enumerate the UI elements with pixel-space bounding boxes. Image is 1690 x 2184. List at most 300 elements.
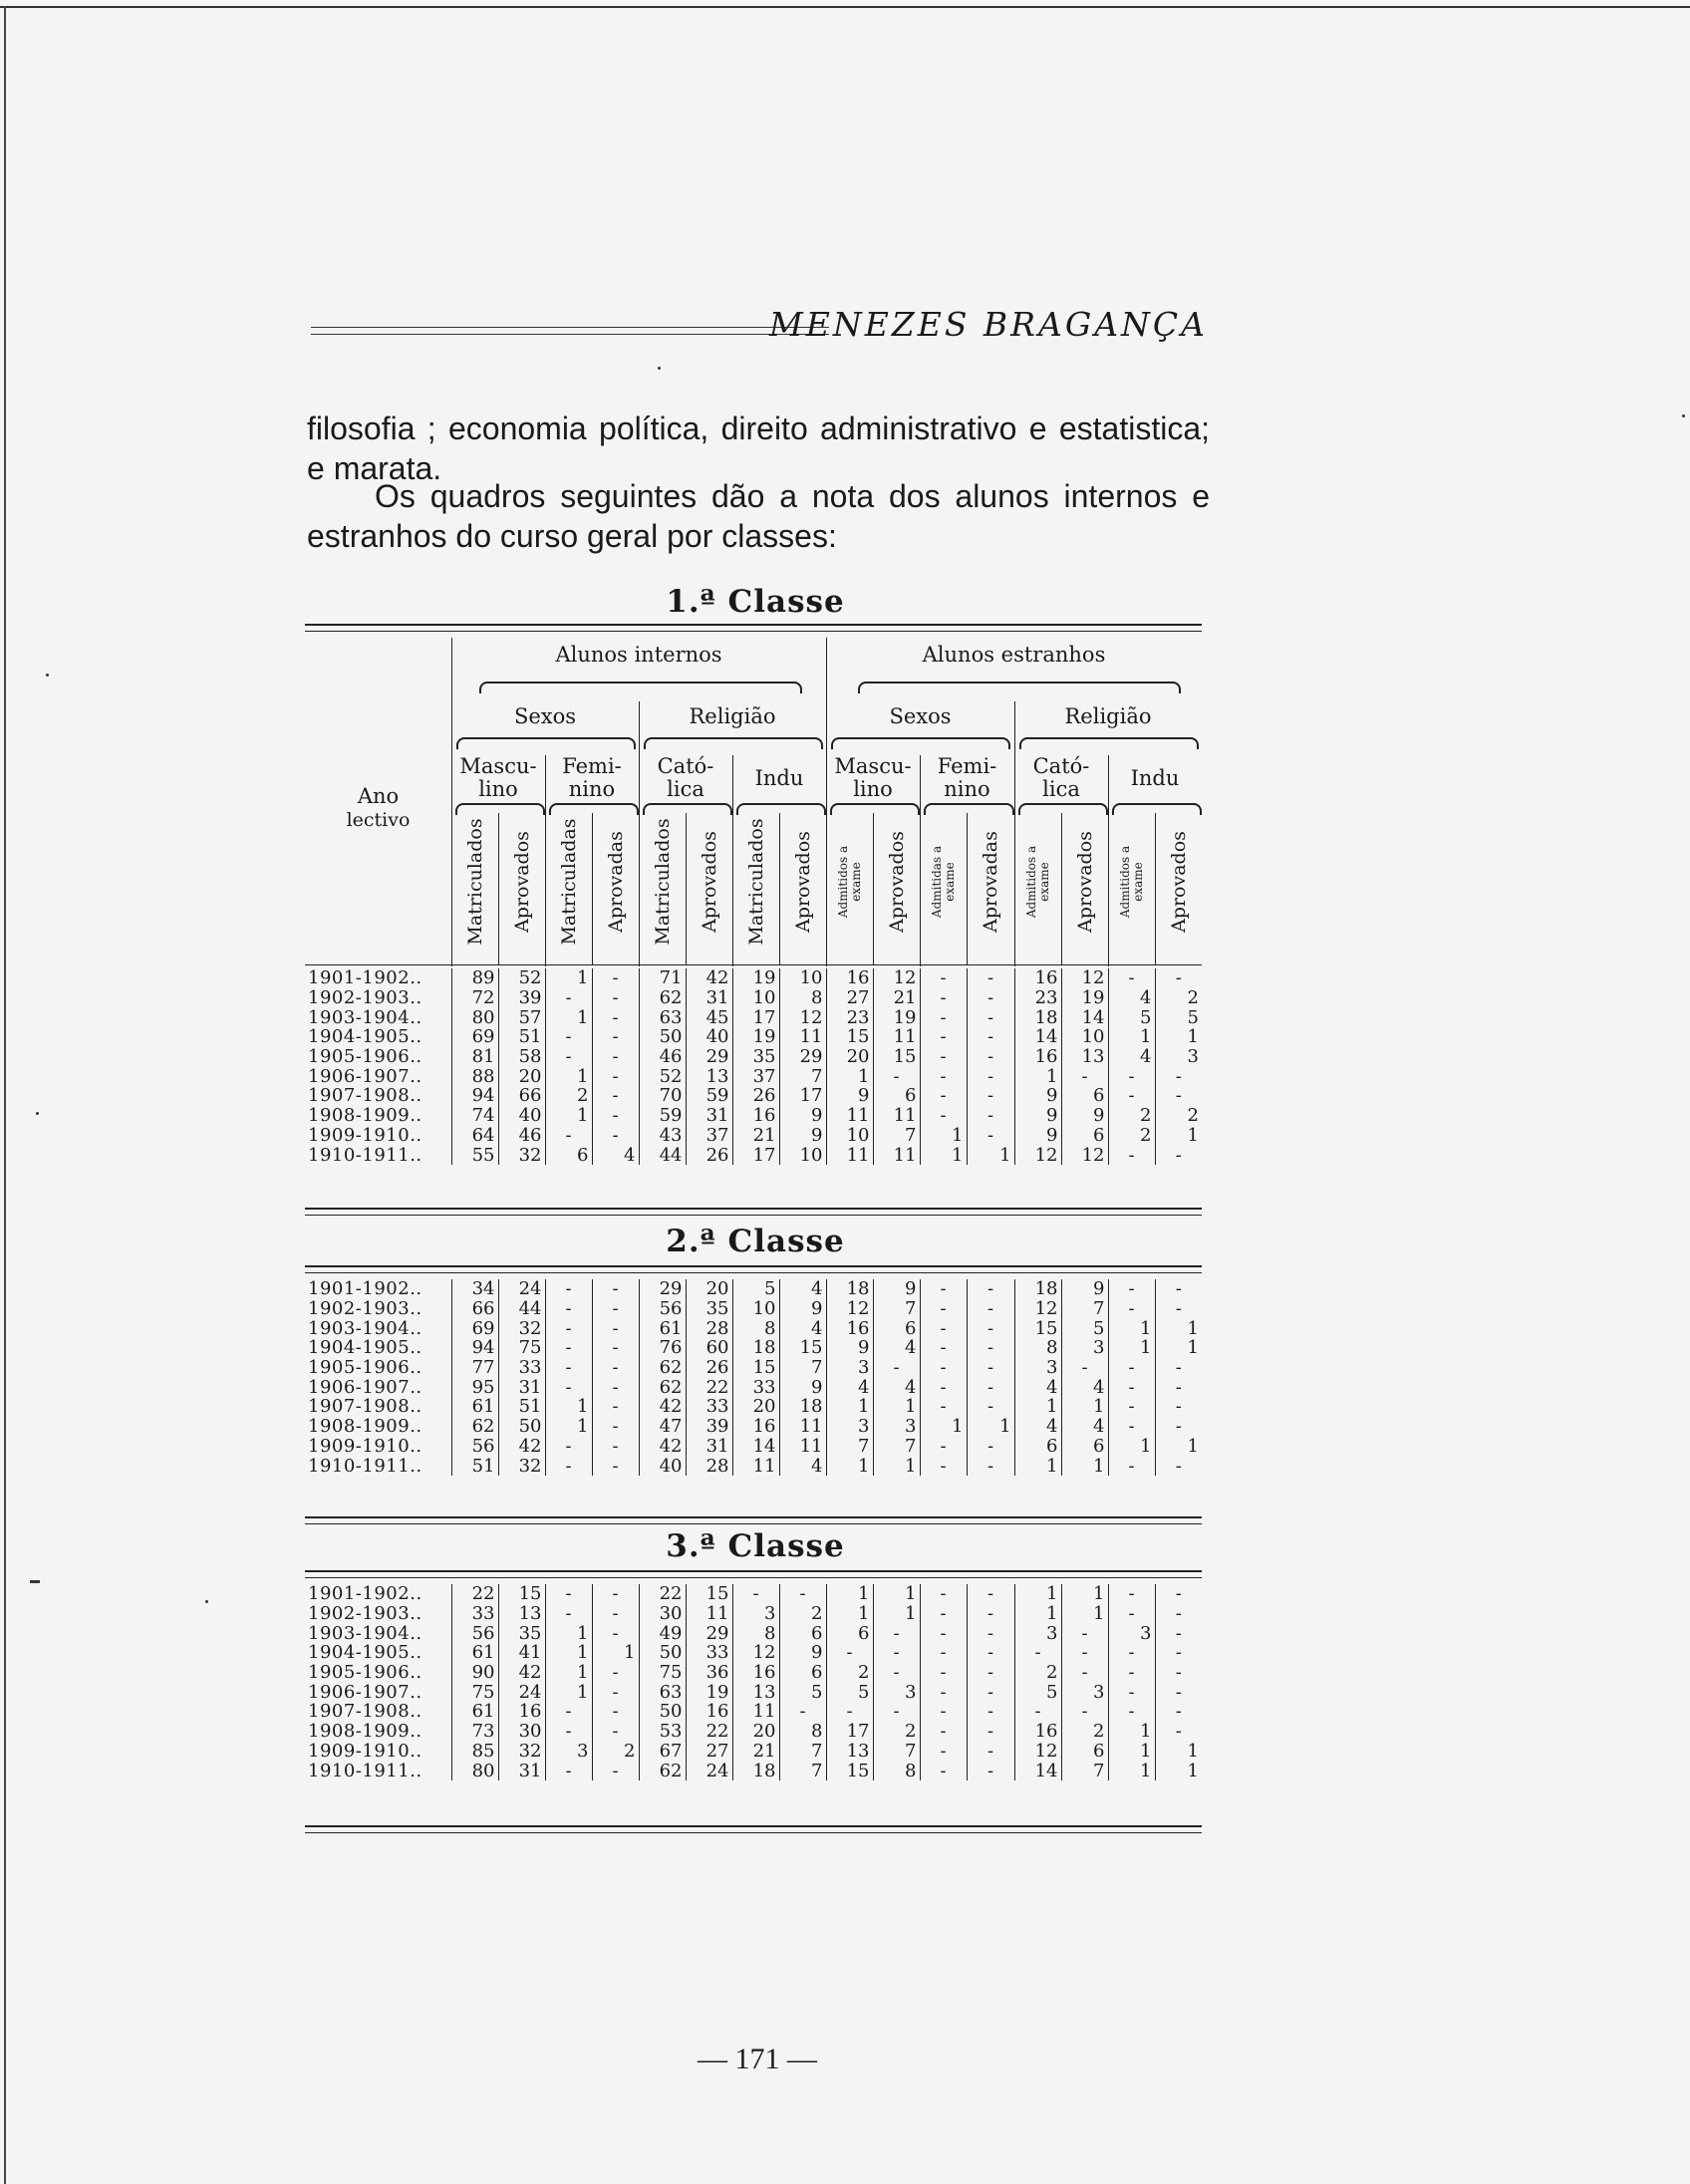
- page-edge-top: [0, 6, 1690, 8]
- value-cell: -: [592, 968, 639, 988]
- value-cell: -: [779, 1584, 826, 1604]
- value-cell: 42: [639, 1437, 686, 1457]
- value-cell: 33: [498, 1358, 545, 1378]
- column-label: [920, 807, 967, 956]
- value-cell: -: [920, 1318, 967, 1338]
- lectivo-label: lectivo: [346, 809, 411, 831]
- value-cell: 39: [498, 988, 545, 1008]
- value-cell: 1: [1187, 1435, 1199, 1457]
- table-classe-2: [305, 1279, 1202, 1476]
- column-label: [592, 807, 639, 956]
- year-cell: 1909-1910..: [305, 1437, 451, 1457]
- value-cell: -: [1061, 1358, 1108, 1378]
- table-row: [305, 1397, 1202, 1417]
- value-cell: -: [1175, 1278, 1182, 1300]
- value-cell: 81: [451, 1047, 498, 1067]
- value-cell: 50: [639, 1702, 686, 1722]
- value-cell: 35: [686, 1299, 732, 1319]
- value-cell: -: [592, 1437, 639, 1457]
- value-cell: 51: [498, 1027, 545, 1047]
- year-cell: 1901-1902..: [305, 1279, 451, 1299]
- ano-label: Ano: [357, 784, 400, 808]
- value-cell: -: [920, 1702, 967, 1722]
- year-cell: 1903-1904..: [305, 1007, 451, 1027]
- value-cell: 76: [639, 1338, 686, 1358]
- value-cell: -: [920, 1086, 967, 1106]
- value-cell: 9: [1014, 1086, 1061, 1106]
- value-cell: 62: [639, 1761, 686, 1780]
- value-cell: 12: [1014, 1742, 1061, 1762]
- value-cell: -: [545, 1358, 592, 1378]
- value-cell: -: [592, 1456, 639, 1476]
- value-cell: 1: [545, 1682, 592, 1702]
- value-cell: 16: [826, 1318, 873, 1338]
- speck: [205, 1600, 208, 1603]
- value-cell: -: [920, 1066, 967, 1086]
- value-cell: 22: [686, 1377, 732, 1397]
- column-label-text: Matriculados: [744, 818, 767, 946]
- value-cell: 22: [639, 1584, 686, 1604]
- value-cell: -: [967, 1742, 1014, 1762]
- value-cell: 5: [779, 1682, 826, 1702]
- value-cell: 7: [873, 1742, 920, 1762]
- value-cell: -: [826, 1643, 873, 1663]
- value-cell: 40: [498, 1106, 545, 1126]
- value-cell: -: [1061, 1702, 1108, 1722]
- value-cell: 20: [686, 1279, 732, 1299]
- value-cell: 26: [686, 1358, 732, 1378]
- value-cell: 46: [498, 1126, 545, 1146]
- value-cell: 18: [779, 1397, 826, 1417]
- value-cell: -: [920, 1722, 967, 1742]
- value-cell: -: [592, 1377, 639, 1397]
- value-cell: -: [967, 1279, 1014, 1299]
- value-cell: 4: [779, 1279, 826, 1299]
- year-cell: 1903-1904..: [305, 1623, 451, 1643]
- table-row: [305, 1027, 1202, 1047]
- value-cell: 1: [873, 1584, 920, 1604]
- value-cell: 33: [686, 1397, 732, 1417]
- value-cell: 7: [873, 1437, 920, 1457]
- table-classe-1: [305, 968, 1202, 1165]
- year-cell: 1908-1909..: [305, 1106, 451, 1126]
- value-cell: 11: [779, 1027, 826, 1047]
- value-cell: 1: [1187, 1026, 1199, 1048]
- value-cell: 3: [1061, 1682, 1108, 1702]
- value-cell: 12: [1014, 1299, 1061, 1319]
- value-cell: -: [1175, 1298, 1182, 1320]
- table-bottom-rule: [305, 1825, 1202, 1833]
- value-cell: 32: [498, 1318, 545, 1338]
- table-row: [305, 1145, 1202, 1165]
- value-cell: 1: [1014, 1604, 1061, 1624]
- column-label: [639, 807, 686, 956]
- value-cell: 13: [686, 1066, 732, 1086]
- value-cell: 3: [873, 1417, 920, 1437]
- value-cell: 20: [732, 1722, 779, 1742]
- value-cell: -: [779, 1702, 826, 1722]
- value-cell: 15: [498, 1584, 545, 1604]
- internos-brace: [479, 682, 802, 693]
- value-cell: -: [967, 1722, 1014, 1742]
- masculino-estranhos-label: Mascu- lino: [834, 754, 912, 801]
- table-row: [305, 1047, 1202, 1067]
- value-cell: 4: [779, 1318, 826, 1338]
- value-cell: -: [967, 1007, 1014, 1027]
- value-cell: 94: [451, 1086, 498, 1106]
- value-cell: -: [920, 1007, 967, 1027]
- value-cell: -: [1108, 1702, 1155, 1722]
- value-cell: 56: [451, 1623, 498, 1643]
- value-cell: 4: [1061, 1377, 1108, 1397]
- value-cell: 61: [639, 1318, 686, 1338]
- value-cell: -: [1014, 1702, 1061, 1722]
- value-cell: -: [545, 1338, 592, 1358]
- value-cell: -: [1108, 1066, 1155, 1086]
- value-cell: 51: [451, 1456, 498, 1476]
- value-cell: 66: [498, 1086, 545, 1106]
- value-cell: 29: [686, 1047, 732, 1067]
- value-cell: 36: [686, 1663, 732, 1683]
- value-cell: 14: [1014, 1027, 1061, 1047]
- value-cell: 7: [779, 1066, 826, 1086]
- value-cell: 4: [873, 1338, 920, 1358]
- value-cell: -: [1175, 1622, 1182, 1644]
- table-row: [305, 1279, 1202, 1299]
- value-cell: 32: [498, 1742, 545, 1762]
- value-cell: 1: [1187, 1760, 1199, 1781]
- value-cell: 1: [1108, 1742, 1155, 1762]
- value-cell: -: [920, 1338, 967, 1358]
- year-cell: 1910-1911..: [305, 1145, 451, 1165]
- value-cell: -: [967, 1623, 1014, 1643]
- value-cell: 6: [1014, 1437, 1061, 1457]
- table-row: [305, 1126, 1202, 1146]
- table-row: [305, 1417, 1202, 1437]
- value-cell: 42: [639, 1397, 686, 1417]
- value-cell: 1: [826, 1604, 873, 1624]
- value-cell: 9: [779, 1377, 826, 1397]
- value-cell: 6: [1061, 1742, 1108, 1762]
- value-cell: -: [920, 1377, 967, 1397]
- value-cell: -: [592, 1682, 639, 1702]
- table-row: [305, 1702, 1202, 1722]
- value-cell: -: [967, 1106, 1014, 1126]
- column-label-text: Matriculados: [651, 818, 674, 946]
- value-cell: 4: [873, 1377, 920, 1397]
- value-cell: -: [967, 1066, 1014, 1086]
- value-cell: 7: [779, 1742, 826, 1762]
- table-row: [305, 1066, 1202, 1086]
- value-cell: -: [1108, 1604, 1155, 1624]
- value-cell: 31: [686, 988, 732, 1008]
- value-cell: -: [1108, 1299, 1155, 1319]
- value-cell: 29: [639, 1279, 686, 1299]
- column-label-text: Aprovadas: [980, 831, 1001, 933]
- value-cell: -: [545, 1126, 592, 1146]
- value-cell: 14: [1061, 1007, 1108, 1027]
- internos-label: Alunos internos: [555, 643, 722, 667]
- sexos-label: Sexos: [513, 704, 577, 728]
- value-cell: 18: [732, 1338, 779, 1358]
- value-cell: 11: [779, 1417, 826, 1437]
- value-cell: 3: [732, 1604, 779, 1624]
- value-cell: 7: [1061, 1761, 1108, 1780]
- year-cell: 1904-1905..: [305, 1027, 451, 1047]
- value-cell: -: [1061, 1066, 1108, 1086]
- religiao-label: Religião: [689, 704, 776, 728]
- table-row: [305, 1377, 1202, 1397]
- value-cell: 29: [779, 1047, 826, 1067]
- value-cell: 42: [686, 968, 732, 988]
- value-cell: 9: [779, 1106, 826, 1126]
- value-cell: 5: [1108, 1007, 1155, 1027]
- value-cell: 3: [826, 1417, 873, 1437]
- header-title: MENEZES BRAGANÇA: [768, 305, 1208, 344]
- value-cell: 5: [1187, 1006, 1199, 1028]
- value-cell: 17: [732, 1145, 779, 1165]
- value-cell: -: [920, 968, 967, 988]
- value-cell: -: [920, 1106, 967, 1126]
- column-label: [779, 807, 826, 956]
- value-cell: -: [967, 1663, 1014, 1683]
- value-cell: 16: [732, 1106, 779, 1126]
- year-cell: 1902-1903..: [305, 1299, 451, 1319]
- value-cell: 58: [498, 1047, 545, 1067]
- value-cell: 77: [451, 1358, 498, 1378]
- table-row: [305, 1623, 1202, 1643]
- value-cell: 6: [545, 1145, 592, 1165]
- year-cell: 1905-1906..: [305, 1358, 451, 1378]
- column-divider: [1155, 813, 1156, 964]
- value-cell: 2: [592, 1742, 639, 1762]
- value-cell: -: [1175, 1065, 1182, 1087]
- value-cell: 15: [779, 1338, 826, 1358]
- column-divider: [1108, 813, 1109, 964]
- value-cell: 1: [1187, 1317, 1199, 1339]
- value-cell: 17: [732, 1007, 779, 1027]
- paragraph-1: filosofia ; economia política, direito administrativo e estatistica; e marata.: [307, 410, 1210, 486]
- value-cell: 8: [779, 988, 826, 1008]
- value-cell: 31: [498, 1377, 545, 1397]
- table-row: [305, 1761, 1202, 1780]
- value-cell: -: [592, 1338, 639, 1358]
- value-cell: -: [920, 1397, 967, 1417]
- value-cell: 16: [1014, 1722, 1061, 1742]
- value-cell: 6: [826, 1623, 873, 1643]
- value-cell: -: [1175, 1642, 1182, 1664]
- value-cell: 94: [451, 1338, 498, 1358]
- column-divider: [732, 813, 733, 964]
- value-cell: -: [592, 1047, 639, 1067]
- value-cell: -: [1108, 1663, 1155, 1683]
- column-divider: [686, 813, 687, 964]
- year-cell: 1904-1905..: [305, 1643, 451, 1663]
- table-row: [305, 1742, 1202, 1762]
- table-top-rule: [305, 624, 1202, 632]
- table-row: [305, 1604, 1202, 1624]
- value-cell: 15: [1014, 1318, 1061, 1338]
- column-label: [498, 807, 545, 956]
- value-cell: -: [1108, 1279, 1155, 1299]
- column-label: [1155, 807, 1202, 956]
- value-cell: 29: [686, 1623, 732, 1643]
- value-cell: -: [967, 1338, 1014, 1358]
- value-cell: 56: [451, 1437, 498, 1457]
- value-cell: -: [545, 1722, 592, 1742]
- value-cell: 62: [639, 1377, 686, 1397]
- section-title-3: 3.ª Classe: [666, 1528, 845, 1564]
- value-cell: -: [1108, 1682, 1155, 1702]
- value-cell: 1: [545, 1623, 592, 1643]
- value-cell: -: [592, 1722, 639, 1742]
- value-cell: 4: [1108, 1047, 1155, 1067]
- value-cell: 9: [779, 1299, 826, 1319]
- value-cell: 75: [498, 1338, 545, 1358]
- value-cell: 40: [639, 1456, 686, 1476]
- value-cell: 10: [779, 968, 826, 988]
- value-cell: -: [1061, 1643, 1108, 1663]
- value-cell: -: [545, 1279, 592, 1299]
- value-cell: 10: [826, 1126, 873, 1146]
- value-cell: 6: [779, 1663, 826, 1683]
- value-cell: 1: [1187, 1337, 1199, 1359]
- value-cell: 1: [1108, 1318, 1155, 1338]
- value-cell: 1: [1187, 1124, 1199, 1146]
- value-cell: -: [545, 1318, 592, 1338]
- value-cell: 3: [1108, 1623, 1155, 1643]
- value-cell: 4: [592, 1145, 639, 1165]
- speck: [36, 1112, 39, 1115]
- value-cell: -: [592, 1086, 639, 1106]
- column-label-text: Admitidas a exame: [929, 845, 957, 919]
- table-row: [305, 1318, 1202, 1338]
- value-cell: -: [592, 1761, 639, 1780]
- value-cell: 1: [920, 1126, 967, 1146]
- value-cell: 33: [732, 1377, 779, 1397]
- religiao-estranhos-label: Religião: [1064, 704, 1152, 728]
- column-label-text: Matriculados: [463, 818, 486, 946]
- catolica-label: Cató- lica: [657, 754, 714, 801]
- value-cell: -: [873, 1643, 920, 1663]
- value-cell: 44: [498, 1299, 545, 1319]
- column-label-text: Aprovados: [698, 831, 720, 933]
- value-cell: 27: [826, 988, 873, 1008]
- year-cell: 1904-1905..: [305, 1338, 451, 1358]
- column-label: [967, 807, 1014, 956]
- column-label: [873, 807, 920, 956]
- value-cell: 16: [686, 1702, 732, 1722]
- value-cell: 15: [732, 1358, 779, 1378]
- value-cell: -: [967, 1318, 1014, 1338]
- value-cell: 1: [873, 1604, 920, 1624]
- value-cell: -: [1175, 1396, 1182, 1418]
- value-cell: -: [873, 1623, 920, 1643]
- column-divider: [873, 813, 874, 964]
- value-cell: -: [920, 1604, 967, 1624]
- value-cell: 6: [1061, 1086, 1108, 1106]
- value-cell: 18: [1014, 1007, 1061, 1027]
- value-cell: 42: [498, 1663, 545, 1683]
- table-row: [305, 1437, 1202, 1457]
- column-label-text: Aprovados: [1167, 831, 1190, 933]
- value-cell: 71: [639, 968, 686, 988]
- value-cell: 31: [686, 1106, 732, 1126]
- value-cell: 6: [873, 1318, 920, 1338]
- value-cell: -: [967, 1047, 1014, 1067]
- value-cell: 3: [545, 1742, 592, 1762]
- value-cell: 21: [873, 988, 920, 1008]
- column-label-text: Aprovados: [885, 831, 908, 933]
- value-cell: 46: [639, 1047, 686, 1067]
- table-row: [305, 1682, 1202, 1702]
- value-cell: -: [967, 988, 1014, 1008]
- value-cell: 1: [1061, 1604, 1108, 1624]
- value-cell: 53: [639, 1722, 686, 1742]
- value-cell: 85: [451, 1742, 498, 1762]
- column-label: [545, 807, 592, 956]
- value-cell: -: [1108, 1358, 1155, 1378]
- year-cell: 1903-1904..: [305, 1318, 451, 1338]
- value-cell: 33: [686, 1643, 732, 1663]
- value-cell: 9: [873, 1279, 920, 1299]
- value-cell: -: [1108, 1456, 1155, 1476]
- column-divider: [1014, 813, 1015, 964]
- value-cell: 1: [967, 1417, 1014, 1437]
- value-cell: 16: [1014, 1047, 1061, 1067]
- value-cell: 31: [686, 1437, 732, 1457]
- value-cell: -: [967, 1027, 1014, 1047]
- feminino-label: Femi- nino: [562, 754, 622, 801]
- value-cell: -: [592, 1299, 639, 1319]
- value-cell: -: [1108, 1377, 1155, 1397]
- value-cell: 89: [451, 968, 498, 988]
- value-cell: -: [1175, 1721, 1182, 1743]
- column-label-text: Aprovados: [791, 831, 814, 933]
- value-cell: -: [1175, 1416, 1182, 1438]
- value-cell: 35: [732, 1047, 779, 1067]
- value-cell: -: [1175, 1144, 1182, 1166]
- value-cell: -: [920, 1279, 967, 1299]
- value-cell: -: [545, 1047, 592, 1067]
- column-divider: [920, 813, 921, 964]
- column-label-text: Admitidos a exame: [1117, 845, 1145, 919]
- value-cell: 8: [732, 1623, 779, 1643]
- table-row: [305, 1722, 1202, 1742]
- value-cell: -: [1014, 1643, 1061, 1663]
- value-cell: -: [967, 1682, 1014, 1702]
- value-cell: -: [1061, 1623, 1108, 1643]
- value-cell: 6: [873, 1086, 920, 1106]
- value-cell: 1: [873, 1397, 920, 1417]
- value-cell: 3: [1187, 1046, 1199, 1068]
- value-cell: 21: [732, 1742, 779, 1762]
- value-cell: 7: [779, 1761, 826, 1780]
- value-cell: 1: [920, 1145, 967, 1165]
- value-cell: -: [967, 1299, 1014, 1319]
- value-cell: -: [545, 1702, 592, 1722]
- value-cell: -: [545, 1377, 592, 1397]
- value-cell: -: [592, 1126, 639, 1146]
- value-cell: -: [920, 1643, 967, 1663]
- value-cell: 51: [498, 1397, 545, 1417]
- value-cell: -: [1175, 1603, 1182, 1625]
- value-cell: 35: [498, 1623, 545, 1643]
- value-cell: -: [1108, 1086, 1155, 1106]
- table-row: [305, 1358, 1202, 1378]
- value-cell: -: [967, 1086, 1014, 1106]
- value-cell: 1: [826, 1397, 873, 1417]
